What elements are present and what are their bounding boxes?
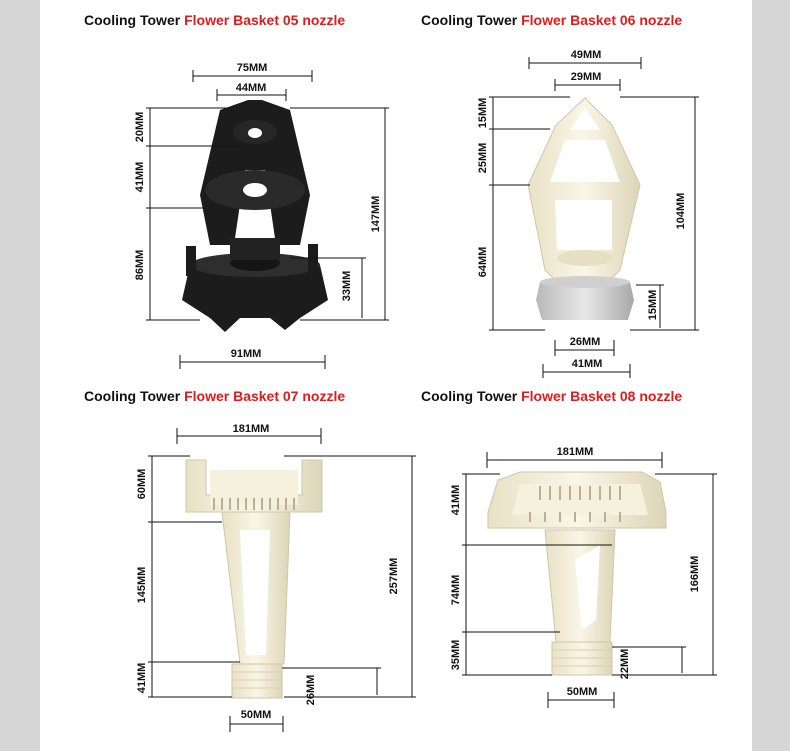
- panel-title-07: Cooling Tower Flower Basket 07 nozzle: [84, 388, 346, 404]
- dim-05-top-width: 75MM: [236, 62, 268, 74]
- dim-07-top-width: 181MM: [232, 423, 270, 435]
- dim-06-top-width: 49MM: [570, 49, 602, 61]
- dim-06-inner-width: 29MM: [570, 71, 602, 83]
- dim-06-height-3: 64MM: [477, 246, 489, 278]
- panel-title-05: Cooling Tower Flower Basket 05 nozzle: [84, 12, 346, 28]
- dim-07-total-height: 257MM: [388, 557, 400, 595]
- panel-title-08: Cooling Tower Flower Basket 08 nozzle: [421, 388, 683, 404]
- dim-05-total-height: 147MM: [370, 195, 382, 233]
- dim-05-height-1: 20MM: [134, 111, 146, 143]
- dim-06-collar-height: 15MM: [647, 289, 659, 321]
- dim-07-height-3: 41MM: [136, 662, 148, 694]
- nozzle-05-photo: [182, 100, 328, 332]
- dim-05-base-height: 33MM: [341, 270, 353, 302]
- dim-06-thread-width: 26MM: [569, 336, 601, 348]
- dim-05-height-3: 86MM: [134, 249, 146, 281]
- dim-08-total-height: 166MM: [689, 555, 701, 593]
- panel-title-06: Cooling Tower Flower Basket 06 nozzle: [421, 12, 683, 28]
- dim-06-height-1: 15MM: [477, 97, 489, 129]
- dim-08-top-width: 181MM: [556, 446, 594, 458]
- dim-08-height-3: 35MM: [450, 639, 462, 671]
- dim-07-height-2: 145MM: [136, 566, 148, 604]
- dim-06-total-height: 104MM: [675, 192, 687, 230]
- dim-07-thread-width: 50MM: [240, 709, 272, 721]
- dim-07-height-1: 60MM: [136, 468, 148, 500]
- nozzle-06-photo: [528, 98, 640, 320]
- dim-08-height-1: 41MM: [450, 484, 462, 516]
- nozzle-08-photo: [488, 472, 666, 675]
- dim-08-thread-width: 50MM: [566, 686, 598, 698]
- dim-08-thread-height: 22MM: [619, 648, 631, 680]
- dim-05-inner-width: 44MM: [235, 82, 267, 94]
- dim-08-height-2: 74MM: [450, 574, 462, 606]
- dim-07-thread-height: 26MM: [305, 674, 317, 706]
- dim-05-base-width: 91MM: [230, 348, 262, 360]
- dim-06-height-2: 25MM: [477, 142, 489, 174]
- dim-06-base-width: 41MM: [571, 358, 603, 370]
- dim-05-height-2: 41MM: [134, 161, 146, 193]
